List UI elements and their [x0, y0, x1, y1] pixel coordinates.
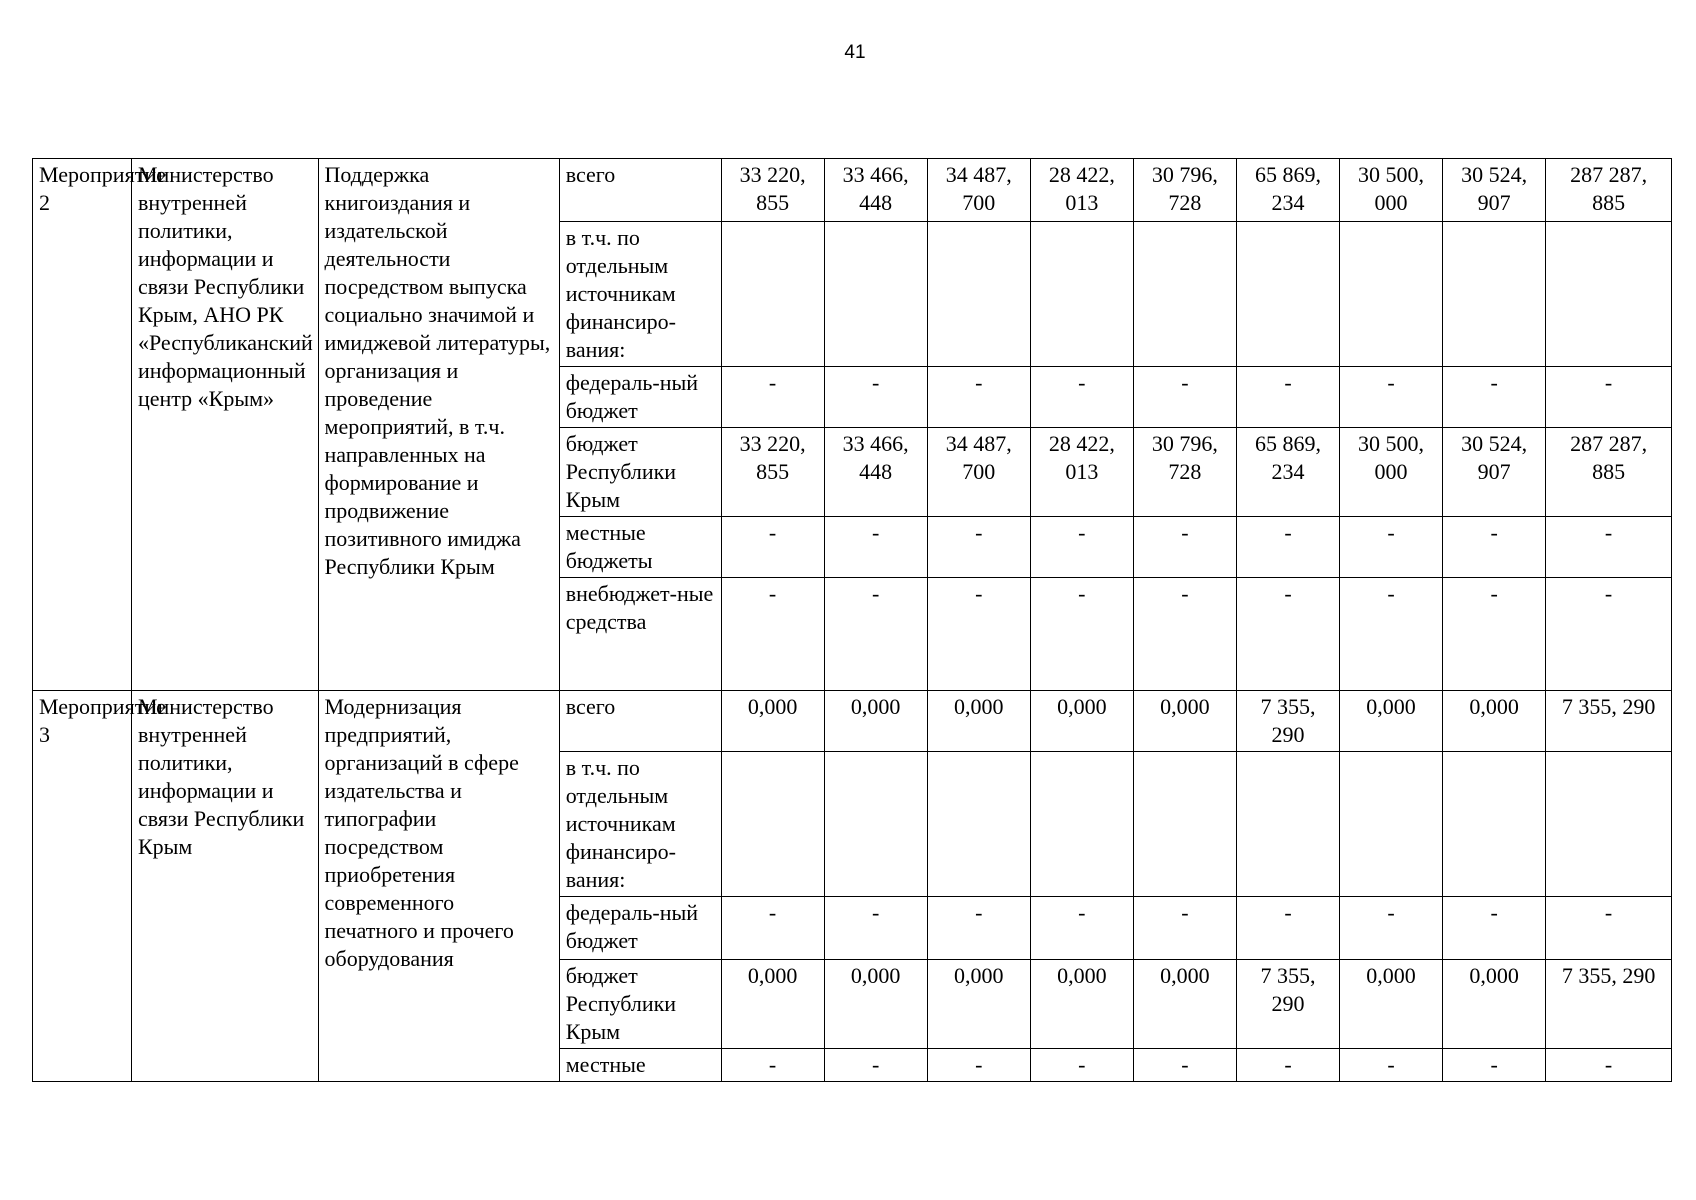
page-number: 41	[844, 42, 866, 63]
value-cell: 33 220, 855	[721, 159, 824, 222]
value-cell: -	[1030, 1049, 1133, 1082]
measure-label: Мероприятие 3	[33, 691, 132, 1082]
value-cell: -	[1236, 897, 1339, 960]
value-cell: -	[1340, 897, 1443, 960]
value-cell: -	[1340, 517, 1443, 578]
budget-table	[32, 158, 1672, 1082]
value-cell: -	[721, 1049, 824, 1082]
value-cell: -	[1546, 1049, 1672, 1082]
value-cell: -	[1133, 897, 1236, 960]
funding-source-cell: местные бюджеты	[559, 517, 721, 578]
value-cell: -	[1133, 578, 1236, 691]
value-cell: -	[824, 897, 927, 960]
value-cell	[1443, 222, 1546, 367]
value-cell	[927, 222, 1030, 367]
value-cell: -	[1340, 1049, 1443, 1082]
value-cell: 30 500, 000	[1340, 159, 1443, 222]
value-cell: 0,000	[824, 691, 927, 752]
value-cell: 0,000	[824, 960, 927, 1049]
value-cell: 7 355, 290	[1546, 691, 1672, 752]
value-cell: 34 487, 700	[927, 428, 1030, 517]
value-cell: 0,000	[721, 960, 824, 1049]
value-cell: -	[721, 367, 824, 428]
measure-label: Мероприятие 2	[33, 159, 132, 691]
executor-cell: Министерство внутренней политики, информации и связи Республики Крым, АНО РК «Республиканский информационный центр «Крым»	[131, 159, 318, 691]
value-cell: -	[1030, 897, 1133, 960]
funding-source-cell: бюджет Республики Крым	[559, 960, 721, 1049]
value-cell: -	[1340, 367, 1443, 428]
value-cell: -	[927, 578, 1030, 691]
value-cell: 0,000	[1133, 960, 1236, 1049]
value-cell: 287 287, 885	[1546, 428, 1672, 517]
value-cell: -	[1236, 1049, 1339, 1082]
value-cell: -	[1236, 367, 1339, 428]
value-cell: -	[927, 517, 1030, 578]
value-cell: 287 287, 885	[1546, 159, 1672, 222]
executor-cell: Министерство внутренней политики, информации и связи Республики Крым	[131, 691, 318, 1082]
value-cell	[1546, 222, 1672, 367]
value-cell: -	[1340, 578, 1443, 691]
funding-source-cell: федераль-ный бюджет	[559, 367, 721, 428]
value-cell	[1546, 752, 1672, 897]
value-cell: -	[1443, 897, 1546, 960]
value-cell: 0,000	[721, 691, 824, 752]
value-cell: 30 796, 728	[1133, 159, 1236, 222]
value-cell: 0,000	[1340, 960, 1443, 1049]
value-cell: -	[1030, 367, 1133, 428]
value-cell	[824, 752, 927, 897]
value-cell: 65 869, 234	[1236, 159, 1339, 222]
value-cell	[1133, 752, 1236, 897]
value-cell	[1236, 752, 1339, 897]
value-cell: -	[1133, 517, 1236, 578]
value-cell: 28 422, 013	[1030, 428, 1133, 517]
value-cell: -	[1546, 897, 1672, 960]
value-cell: -	[824, 367, 927, 428]
description-cell: Поддержка книгоиздания и издательской деятельности посредством выпуска социально значимой и имиджевой литературы, организация и проведение мероприятий, в т.ч. направленных на формирование и продвижение позитивного имиджа Республики Крым	[318, 159, 559, 691]
value-cell: -	[927, 367, 1030, 428]
description-cell: Модернизация предприятий, организаций в сфере издательства и типографии посредством приобретения современного печатного и прочего оборудования	[318, 691, 559, 1082]
value-cell: -	[927, 1049, 1030, 1082]
value-cell: -	[824, 517, 927, 578]
value-cell: 0,000	[1443, 960, 1546, 1049]
value-cell: -	[1236, 578, 1339, 691]
value-cell: -	[721, 578, 824, 691]
value-cell: -	[1546, 517, 1672, 578]
value-cell	[1236, 222, 1339, 367]
value-cell: 0,000	[1340, 691, 1443, 752]
value-cell: 7 355, 290	[1236, 960, 1339, 1049]
value-cell: 7 355, 290	[1236, 691, 1339, 752]
value-cell: 30 500, 000	[1340, 428, 1443, 517]
value-cell: -	[721, 517, 824, 578]
funding-source-cell: всего	[559, 159, 721, 222]
value-cell: -	[1546, 367, 1672, 428]
value-cell: -	[721, 897, 824, 960]
value-cell: 0,000	[1030, 691, 1133, 752]
funding-source-cell: местные	[559, 1049, 721, 1082]
value-cell: -	[1443, 517, 1546, 578]
funding-source-cell: внебюджет-ные средства	[559, 578, 721, 691]
value-cell: -	[824, 578, 927, 691]
value-cell	[824, 222, 927, 367]
value-cell: 30 524, 907	[1443, 159, 1546, 222]
value-cell	[1030, 222, 1133, 367]
value-cell	[927, 752, 1030, 897]
funding-source-cell: в т.ч. по отдельным источникам финансиро-вания:	[559, 752, 721, 897]
value-cell: 33 466, 448	[824, 428, 927, 517]
value-cell: 33 220, 855	[721, 428, 824, 517]
value-cell: -	[1133, 367, 1236, 428]
funding-source-cell: в т.ч. по отдельным источникам финансиро-вания:	[559, 222, 721, 367]
value-cell	[1340, 752, 1443, 897]
value-cell: -	[1443, 367, 1546, 428]
value-cell	[721, 752, 824, 897]
value-cell: 34 487, 700	[927, 159, 1030, 222]
value-cell: -	[1030, 517, 1133, 578]
value-cell: -	[1443, 1049, 1546, 1082]
value-cell	[721, 222, 824, 367]
value-cell	[1340, 222, 1443, 367]
value-cell: 65 869, 234	[1236, 428, 1339, 517]
value-cell: 0,000	[927, 960, 1030, 1049]
value-cell: -	[1443, 578, 1546, 691]
value-cell: 30 796, 728	[1133, 428, 1236, 517]
value-cell: 0,000	[1030, 960, 1133, 1049]
value-cell: 0,000	[1443, 691, 1546, 752]
value-cell: 33 466, 448	[824, 159, 927, 222]
value-cell: -	[1030, 578, 1133, 691]
value-cell	[1133, 222, 1236, 367]
value-cell: -	[927, 897, 1030, 960]
value-cell: -	[824, 1049, 927, 1082]
value-cell: 30 524, 907	[1443, 428, 1546, 517]
funding-source-cell: федераль-ный бюджет	[559, 897, 721, 960]
value-cell: -	[1133, 1049, 1236, 1082]
funding-source-cell: бюджет Республики Крым	[559, 428, 721, 517]
value-cell: 0,000	[1133, 691, 1236, 752]
value-cell: -	[1546, 578, 1672, 691]
value-cell: 28 422, 013	[1030, 159, 1133, 222]
budget-table-body	[33, 159, 1672, 1082]
value-cell	[1443, 752, 1546, 897]
value-cell: -	[1236, 517, 1339, 578]
value-cell	[1030, 752, 1133, 897]
value-cell: 0,000	[927, 691, 1030, 752]
funding-source-cell: всего	[559, 691, 721, 752]
value-cell: 7 355, 290	[1546, 960, 1672, 1049]
